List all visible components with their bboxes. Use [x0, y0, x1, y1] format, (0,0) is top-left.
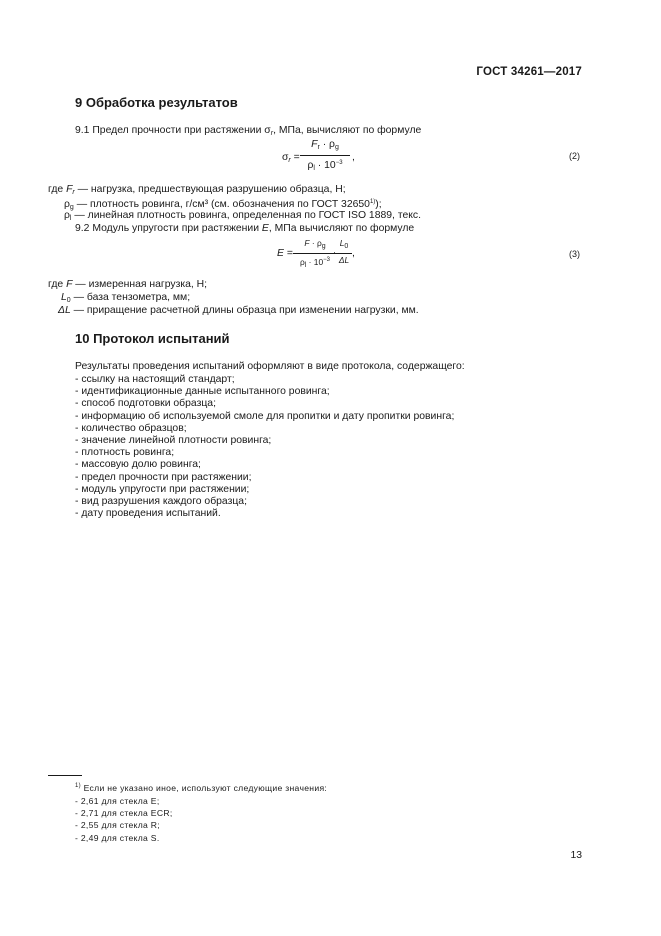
paragraph-9-1: 9.1 Предел прочности при растяжении $\sigma_r$, МПа, вычисляют по формуле — [75, 125, 422, 137]
formula-3-number: (3) — [569, 249, 580, 259]
list-item: - 2,55 для стекла R; — [75, 820, 160, 831]
where-item-delta-l: ΔL — приращение расчетной длины образца при изменении нагрузки, мм. — [58, 305, 419, 316]
where-item-f: где F — измеренная нагрузка, Н; — [48, 279, 208, 290]
formula-2-fraction: $F_r \cdot \rho_g$ $\rho_l \cdot 10^{-3}$ — [300, 138, 350, 175]
where-item-rho-g: $\rho_g$ — плотность ровинга, г/см³ (см. обозначения по ГОСТ 32650$^{1)}$); — [64, 199, 382, 211]
page-number: 13 — [570, 850, 582, 861]
where-item-rho-l: $\rho_l$ — линейная плотность ровинга, определенная по ГОСТ ISO 1889, текс. — [64, 210, 421, 222]
footnote-text: $^{1)}$ Если не указано иное, используют следующие значения: — [75, 783, 328, 793]
list-item: - дату проведения испытаний. — [75, 508, 221, 520]
formula-3-dot: · — [333, 247, 336, 257]
paragraph-9-2: 9.2 Модуль упругости при растяжении E, МПа вычисляют по формуле — [75, 223, 415, 234]
list-item: - вид разрушения каждого образца; — [75, 496, 247, 508]
list-item: - идентификационные данные испытанного ровинга; — [75, 386, 330, 398]
section-9-heading: 9 Обработка результатов — [75, 95, 238, 110]
list-item: - массовую долю ровинга; — [75, 459, 201, 471]
list-item: - способ подготовки образца; — [75, 398, 216, 410]
where-item-fr: где $F_r$ — нагрузка, предшествующая разрушению образца, Н; — [48, 184, 346, 196]
list-item: - ссылку на настоящий стандарт; — [75, 374, 235, 385]
formula-2-number: (2) — [569, 151, 580, 161]
formula-3-comma: , — [352, 248, 355, 259]
where-item-l0: $L_0$ — база тензометра, мм; — [61, 292, 191, 304]
protocol-intro: Результаты проведения испытаний оформляют в виде протокола, содержащего: — [75, 361, 465, 372]
list-item: - плотность ровинга; — [75, 447, 175, 459]
formula-3-fraction-1: $F \cdot \rho_g$ $\rho_l \cdot 10^{-3}$ — [293, 238, 337, 271]
list-item: - значение линейной плотности ровинга; — [75, 435, 272, 447]
list-item: - 2,49 для стекла S. — [75, 832, 160, 843]
protocol-list — [75, 374, 454, 520]
list-item: - количество образцов; — [75, 422, 187, 434]
list-item: - модуль упругости при растяжении; — [75, 483, 250, 495]
footnote-list — [75, 795, 173, 844]
formula-2-lhs: $\sigma_r$ = — [282, 152, 300, 164]
list-item: - 2,61 для стекла E; — [75, 796, 160, 806]
formula-2-comma: , — [352, 152, 355, 163]
formula-3-lhs: E = — [277, 248, 293, 259]
formula-3-fraction-2: $L_0$ ΔL — [336, 238, 352, 265]
standard-number: ГОСТ 34261—2017 — [476, 66, 582, 78]
section-10-heading: 10 Протокол испытаний — [75, 331, 230, 346]
list-item: - предел прочности при растяжении; — [75, 471, 252, 483]
list-item: - 2,71 для стекла ECR; — [75, 808, 173, 819]
footnote-rule — [48, 775, 82, 776]
list-item: - информацию об используемой смоле для пропитки и дату пропитки ровинга; — [75, 410, 455, 422]
